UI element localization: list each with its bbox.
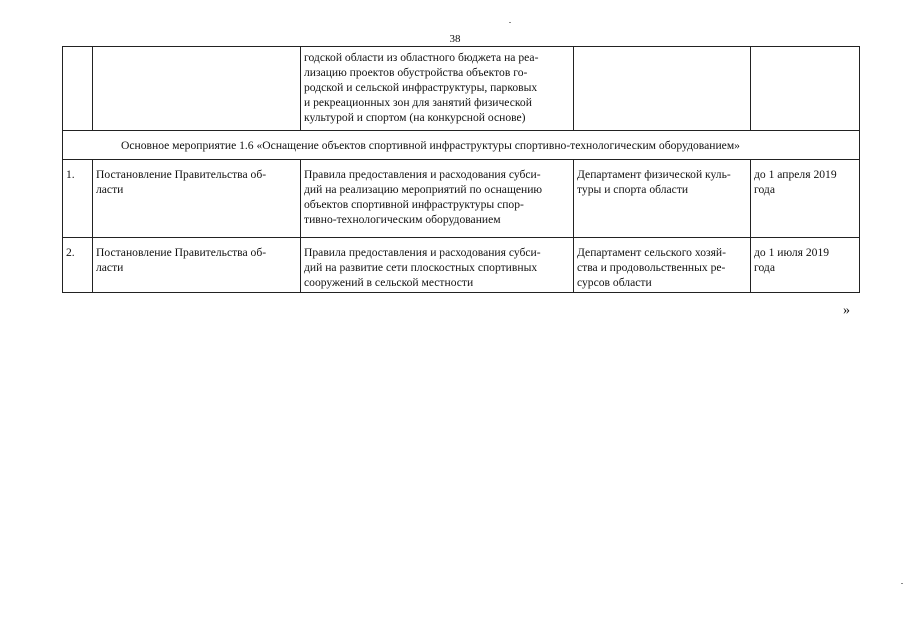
scan-speck — [901, 583, 903, 584]
closing-quote-mark: » — [843, 303, 850, 318]
cell-number: 1. — [63, 160, 93, 238]
section-heading: Основное мероприятие 1.6 «Оснащение объектов спортивной инфраструктуры спортивно-технологическим оборудованием» — [63, 131, 860, 160]
cell-content: Правила предоставления и расходования субси- дий на реализацию мероприятий по оснащению объектов спортивной инфраструктуры спор- тивно-технологическим оборудованием — [301, 160, 574, 238]
cell-executor: Департамент сельского хозяй- ства и продовольственных ре- сурсов области — [574, 238, 751, 293]
cell-deadline — [751, 47, 860, 131]
table-row — [63, 160, 860, 238]
cell-deadline: до 1 апреля 2019 года — [751, 160, 860, 238]
cell-document: Постановление Правительства об- ласти — [93, 160, 301, 238]
cell-executor — [574, 47, 751, 131]
cell-content: Правила предоставления и расходования субси- дий на развитие сети плоскостных спортивных сооружений в сельской местности — [301, 238, 574, 293]
page-number: 38 — [449, 33, 461, 45]
table-row — [63, 238, 860, 293]
scan-speck — [509, 22, 511, 23]
cell-executor: Департамент физической куль- туры и спорта области — [574, 160, 751, 238]
cell-deadline: до 1 июля 2019 года — [751, 238, 860, 293]
measures-table — [62, 46, 860, 293]
table-row-continuation — [63, 47, 860, 131]
cell-content: годской области из областного бюджета на реа- лизацию проектов обустройства объектов го- родской и сельской инфраструктуры, парковых и рекреационных зон для занятий физической культурой и спортом (на конкурсной основе) — [301, 47, 574, 131]
cell-number — [63, 47, 93, 131]
section-heading-row — [63, 131, 860, 160]
cell-document — [93, 47, 301, 131]
cell-number: 2. — [63, 238, 93, 293]
cell-document: Постановление Правительства об- ласти — [93, 238, 301, 293]
